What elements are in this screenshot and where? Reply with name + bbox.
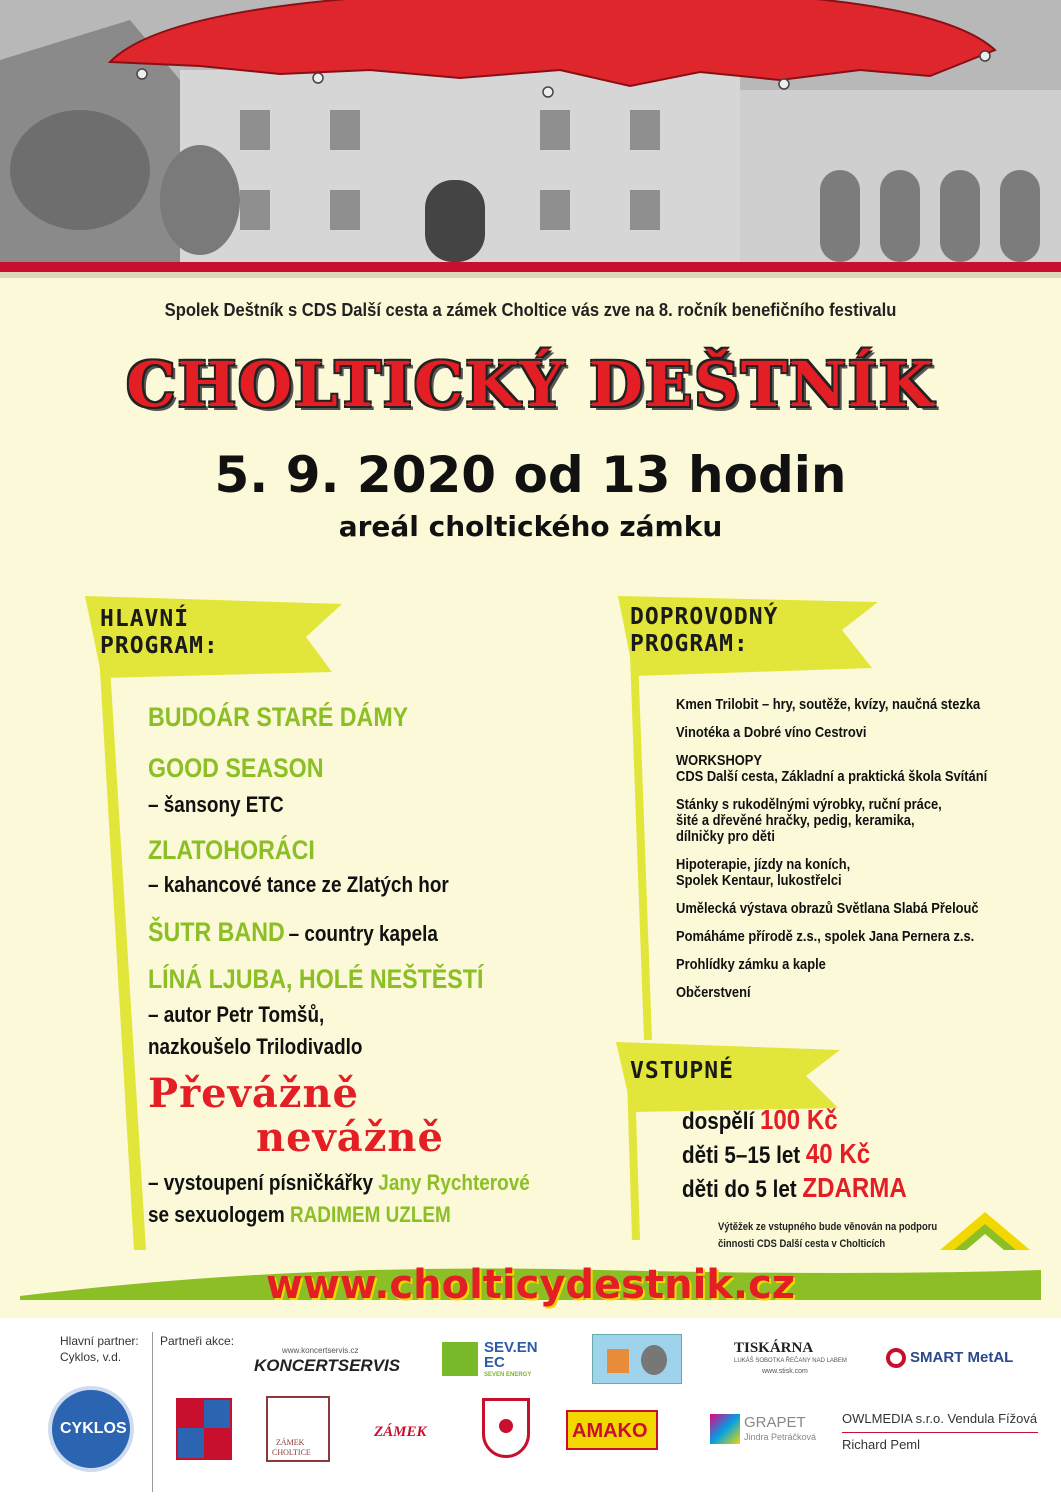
- highlight-title: [148, 1072, 508, 1160]
- side-program-label-line2: PROGRAM:: [630, 631, 749, 657]
- admission-label: VSTUPNÉ: [630, 1058, 734, 1084]
- zamek-line1: ZÁMEK: [276, 1438, 305, 1447]
- zahrady-logo: [592, 1334, 682, 1384]
- zamek-line2: CHOLTICE: [272, 1448, 311, 1457]
- richard-text: Richard Peml: [842, 1437, 921, 1452]
- side-program-item: Prohlídky zámku a kaple: [676, 956, 826, 973]
- highlight-desc2-prefix: se sexuologem: [148, 1202, 285, 1227]
- tiskarna-sub: LUKÁŠ SOBOTKA ŘEČANY NAD LABEM: [734, 1358, 847, 1364]
- highlight-description: [148, 1170, 530, 1196]
- price-label: dospělí: [682, 1108, 755, 1135]
- website-link[interactable]: www.cholticydestnik.cz: [265, 1262, 796, 1308]
- act-description: – šansony ETC: [148, 792, 284, 817]
- highlight-title-line1: Převážně: [148, 1070, 360, 1117]
- event-date: 5. 9. 2020 od 13 hodin: [214, 446, 847, 504]
- zamek-choltice-logo: [266, 1396, 330, 1462]
- intro-text: Spolek Deštník s CDS Další cesta a zámek Choltice vás zve na 8. ročník benefičního festivalu: [164, 300, 897, 320]
- side-program-item: WORKSHOPY: [676, 752, 763, 769]
- act-name: ŠUTR BAND: [148, 917, 285, 947]
- admission-note-line1: Výtěžek ze vstupného bude věnován na podporu: [718, 1221, 938, 1233]
- festival-title: CHOLTICKÝ DEŠTNÍK: [126, 348, 935, 421]
- seven-energy-sub: SEVEN ENERGY: [484, 1372, 532, 1378]
- act-name: LÍNÁ LJUBA, HOLÉ NEŠTĚSTÍ: [148, 964, 484, 994]
- partners-footer: [0, 1318, 1061, 1500]
- side-program-item: Stánky s rukodělnými výrobky, ruční práce,: [676, 796, 942, 813]
- amako-logo-text: AMAKO: [572, 1420, 648, 1442]
- price-row: [682, 1104, 838, 1136]
- side-program-label: [630, 604, 778, 658]
- main-program-pole: [96, 602, 146, 1250]
- side-program-item: Kmen Trilobit – hry, soutěže, kvízy, naučná stezka: [676, 696, 981, 713]
- wolf-icon: [641, 1345, 667, 1375]
- cyklos-logo: [48, 1386, 134, 1472]
- highlight-desc-name: Jany Rychterové: [378, 1170, 530, 1195]
- house-icon: [607, 1349, 629, 1373]
- act-name: BUDOÁR STARÉ DÁMY: [148, 702, 409, 732]
- main-partner-name: Cyklos, v.d.: [60, 1350, 122, 1364]
- smart-metal-icon: [886, 1348, 906, 1368]
- main-program-label-line2: PROGRAM:: [100, 633, 219, 659]
- act-description: – country kapela: [288, 921, 438, 946]
- region-coat-of-arms: [176, 1398, 232, 1460]
- price-row: [682, 1172, 907, 1204]
- grapet-icon: [710, 1414, 740, 1444]
- highlight-desc-prefix: – vystoupení písničkářky: [148, 1170, 374, 1195]
- tiskarna-url: www.stisk.com: [762, 1368, 808, 1375]
- event-venue: areál choltického zámku: [338, 510, 723, 543]
- main-partner-label: Hlavní partner:: [60, 1334, 139, 1348]
- tiskarna-logo: TISKÁRNA: [734, 1340, 814, 1356]
- act-description: – kahancové tance ze Zlatých hor: [148, 872, 449, 897]
- amako-logo: [566, 1410, 658, 1450]
- seven-energy-line2: EC: [484, 1354, 505, 1371]
- main-program-label: [100, 606, 219, 660]
- side-program-label-line1: DOPROVODNÝ: [630, 604, 779, 630]
- koncertservis-logo: KONCERTSERVIS: [254, 1356, 401, 1375]
- grapet-sub: Jindra Petráčková: [744, 1432, 817, 1442]
- act-description: nazkoušelo Trilodivadlo: [148, 1034, 363, 1059]
- admission-note: [718, 1219, 937, 1253]
- side-program-item: Spolek Kentaur, lukostřelci: [676, 872, 842, 889]
- smart-metal-logo: SMART MetAL: [910, 1349, 1014, 1366]
- mountain-icon: [940, 1212, 1030, 1250]
- price-label: děti do 5 let: [682, 1176, 797, 1203]
- side-program-item: Občerstvení: [676, 984, 751, 1001]
- seven-energy-icon: [442, 1342, 478, 1376]
- side-program-item: Hipoterapie, jízdy na koních,: [676, 856, 851, 873]
- koncertservis-url: www.koncertservis.cz: [282, 1346, 359, 1355]
- act-name: ZLATOHORÁCI: [148, 835, 315, 865]
- price-value: 100 Kč: [759, 1104, 838, 1135]
- price-value: ZDARMA: [802, 1172, 907, 1203]
- seven-energy-line1: SEV.EN: [484, 1339, 538, 1356]
- act-name: GOOD SEASON: [148, 753, 324, 783]
- side-program-item: šité a dřevěné hračky, pedig, keramika,: [676, 812, 915, 829]
- highlight-description-2: [148, 1202, 451, 1228]
- act-row: [148, 917, 438, 948]
- zamek2-logo: ZÁMEK: [374, 1424, 427, 1440]
- side-program-item: CDS Další cesta, Základní a praktická škola Svítání: [676, 768, 988, 785]
- side-program-item: Umělecká výstava obrazů Světlana Slabá Přelouč: [676, 900, 979, 917]
- highlight-title-line2: nevážně: [256, 1114, 444, 1161]
- partners-label: Partneři akce:: [160, 1334, 235, 1348]
- side-program-item: Pomáháme přírodě z.s., spolek Jana Pernera z.s.: [676, 928, 975, 945]
- act-description: – autor Petr Tomšů,: [148, 1002, 325, 1027]
- grapet-logo: GRAPET: [744, 1414, 806, 1431]
- footer-divider: [152, 1332, 153, 1492]
- side-program-item: dílničky pro děti: [676, 828, 775, 845]
- main-program-label-line1: HLAVNÍ: [100, 606, 190, 632]
- price-value: 40 Kč: [805, 1138, 871, 1169]
- cyklos-logo-text: CYKLOS: [60, 1420, 127, 1437]
- price-row: [682, 1138, 870, 1170]
- highlight-desc2-name: RADIMEM UZLEM: [289, 1202, 451, 1227]
- town-coat-of-arms: [482, 1398, 530, 1458]
- side-program-item: Vinotéka a Dobré víno Cestrovi: [676, 724, 867, 741]
- owlmedia-text: OWLMEDIA s.r.o. Vendula Fížová: [842, 1411, 1038, 1426]
- admission-note-line2: činnosti CDS Další cesta v Cholticích: [718, 1238, 886, 1250]
- footer-red-line: [842, 1432, 1038, 1433]
- price-label: děti 5–15 let: [682, 1142, 801, 1169]
